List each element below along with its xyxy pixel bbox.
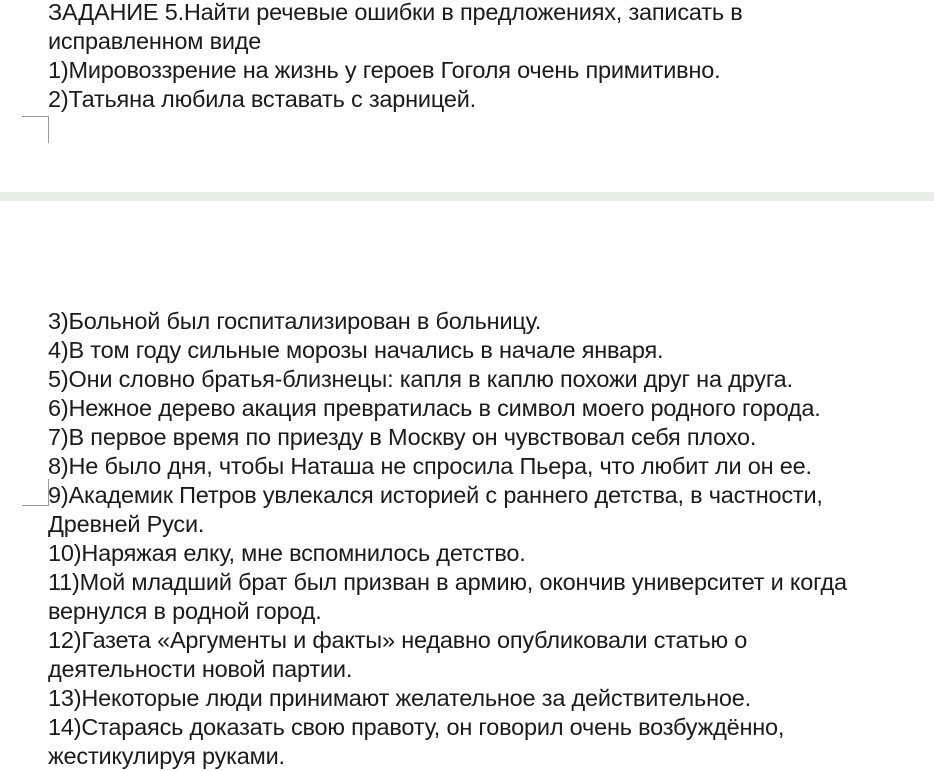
sentence-2: 2)Татьяна любила вставать с зарницей. (48, 86, 476, 112)
page-separator (0, 192, 934, 201)
sentence-6: 6)Нежное дерево акация превратилась в символ моего родного города. (48, 395, 821, 421)
sentence-5: 5)Они словно братья-близнецы: капля в каплю похожи друг на друга. (48, 366, 793, 392)
sentence-14-continued: жестикулируя руками. (48, 743, 285, 769)
page-corner-marker-top (22, 116, 49, 143)
sentence-9-continued: Древней Руси. (48, 511, 205, 537)
document-page-1 (0, 0, 934, 192)
sentence-9: 9)Академик Петров увлекался историей с раннего детства, в частности, (48, 482, 823, 508)
sentence-13: 13)Некоторые люди принимают желательное за действительное. (48, 685, 751, 711)
document-page-2 (0, 201, 934, 769)
sentence-11: 11)Мой младший брат был призван в армию, окончив университет и когда (48, 569, 847, 595)
sentence-11-continued: вернулся в родной город. (48, 598, 322, 624)
sentence-12: 12)Газета «Аргументы и факты» недавно опубликовали статью о (48, 627, 748, 653)
page-2-text (48, 307, 928, 771)
sentence-7: 7)В первое время по приезду в Москву он чувствовал себя плохо. (48, 424, 757, 450)
sentence-3: 3)Больной был госпитализирован в больницу. (48, 308, 542, 334)
sentence-12-continued: деятельности новой партии. (48, 656, 353, 682)
sentence-4: 4)В том году сильные морозы начались в начале января. (48, 337, 664, 363)
sentence-14: 14)Стараясь доказать свою правоту, он говорил очень возбуждённо, (48, 714, 785, 740)
sentence-10: 10)Наряжая елку, мне вспомнилось детство. (48, 540, 526, 566)
sentence-8: 8)Не было дня, чтобы Наташа не спросила Пьера, что любит ли он ее. (48, 453, 812, 479)
task-heading-continued: исправленном виде (48, 28, 262, 54)
page-1-text (48, 0, 928, 114)
sentence-1: 1)Мировоззрение на жизнь у героев Гоголя очень примитивно. (48, 57, 721, 83)
task-heading: ЗАДАНИЕ 5.Найти речевые ошибки в предложениях, записать в (48, 0, 743, 25)
page-corner-marker-bottom (22, 479, 49, 506)
